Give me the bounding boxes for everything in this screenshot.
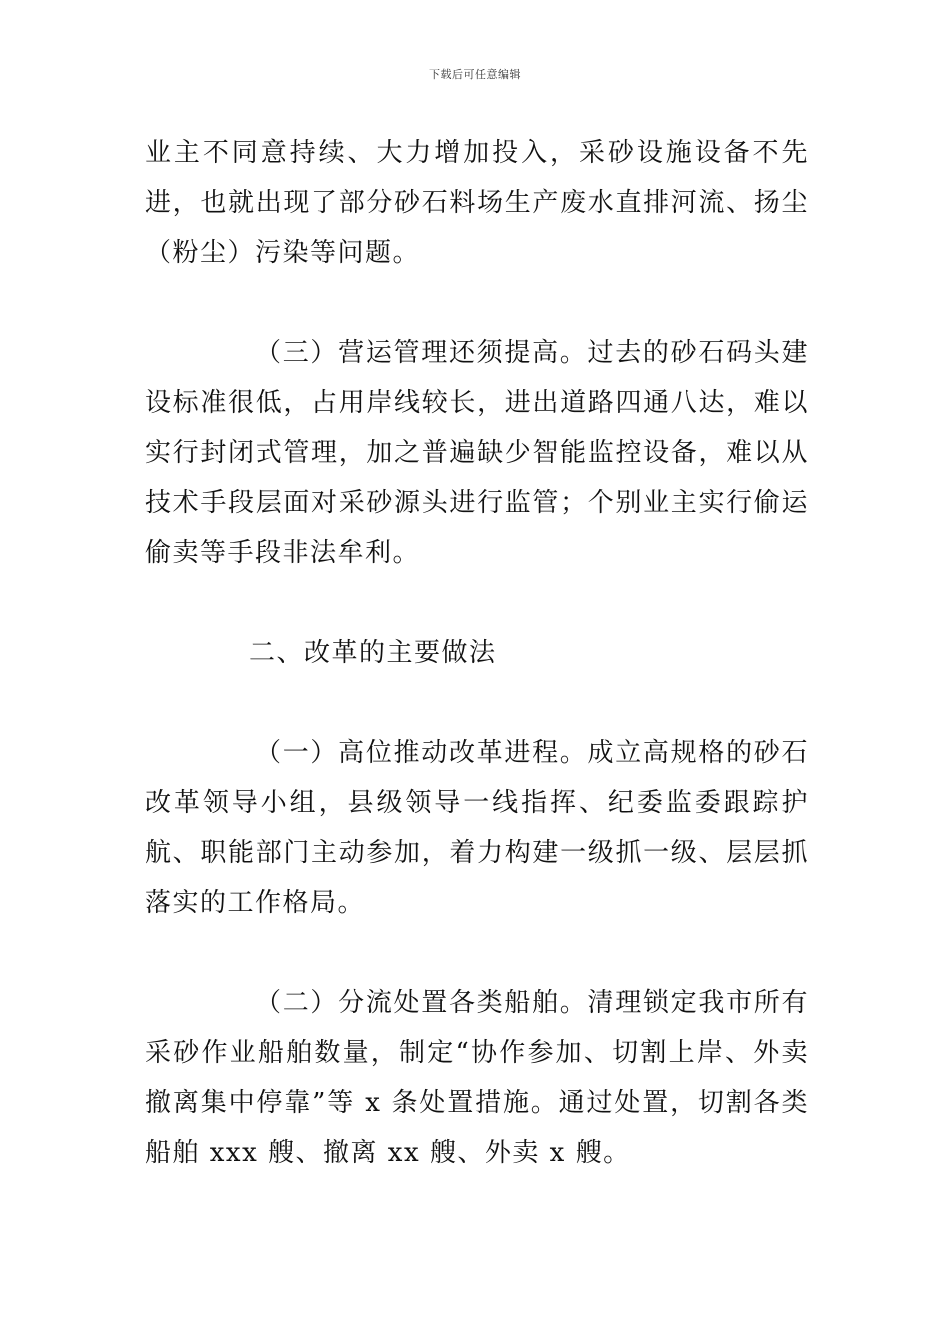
section-heading-reform-practices: 二、改革的主要做法	[249, 638, 497, 668]
paragraph-operation-management: （三）营运管理还须提高。过去的砂石码头建设标准很低，占用岸线较长，进出道路四通八达，难以实行封闭式管理，加之普遍缺少智能监控设备，难以从技术手段层面对采砂源头进行监管；个别业主实行偷运偷卖等手段非法牟利。	[145, 338, 809, 568]
paragraph-promote-reform: （一）高位推动改革进程。成立高规格的砂石改革领导小组，县级领导一线指挥、纪委监委跟踪护航、职能部门主动参加，着力构建一级抓一级、层层抓落实的工作格局。	[145, 738, 809, 918]
document-body	[145, 128, 809, 1178]
paragraph-ship-disposal: （二）分流处置各类船舶。清理锁定我市所有采砂作业船舶数量，制定“协作参加、切割上岸、外卖撤离集中停靠”等 x 条处置措施。通过处置，切割各类船舶 xxx 艘、撤离 xx 艘、外卖 x 艘。	[145, 988, 809, 1168]
page-header-note: 下载后可任意编辑	[429, 68, 521, 81]
paragraph-continuation: 业主不同意持续、大力增加投入，采砂设施设备不先进，也就出现了部分砂石料场生产废水直排河流、扬尘（粉尘）污染等问题。	[145, 138, 809, 268]
